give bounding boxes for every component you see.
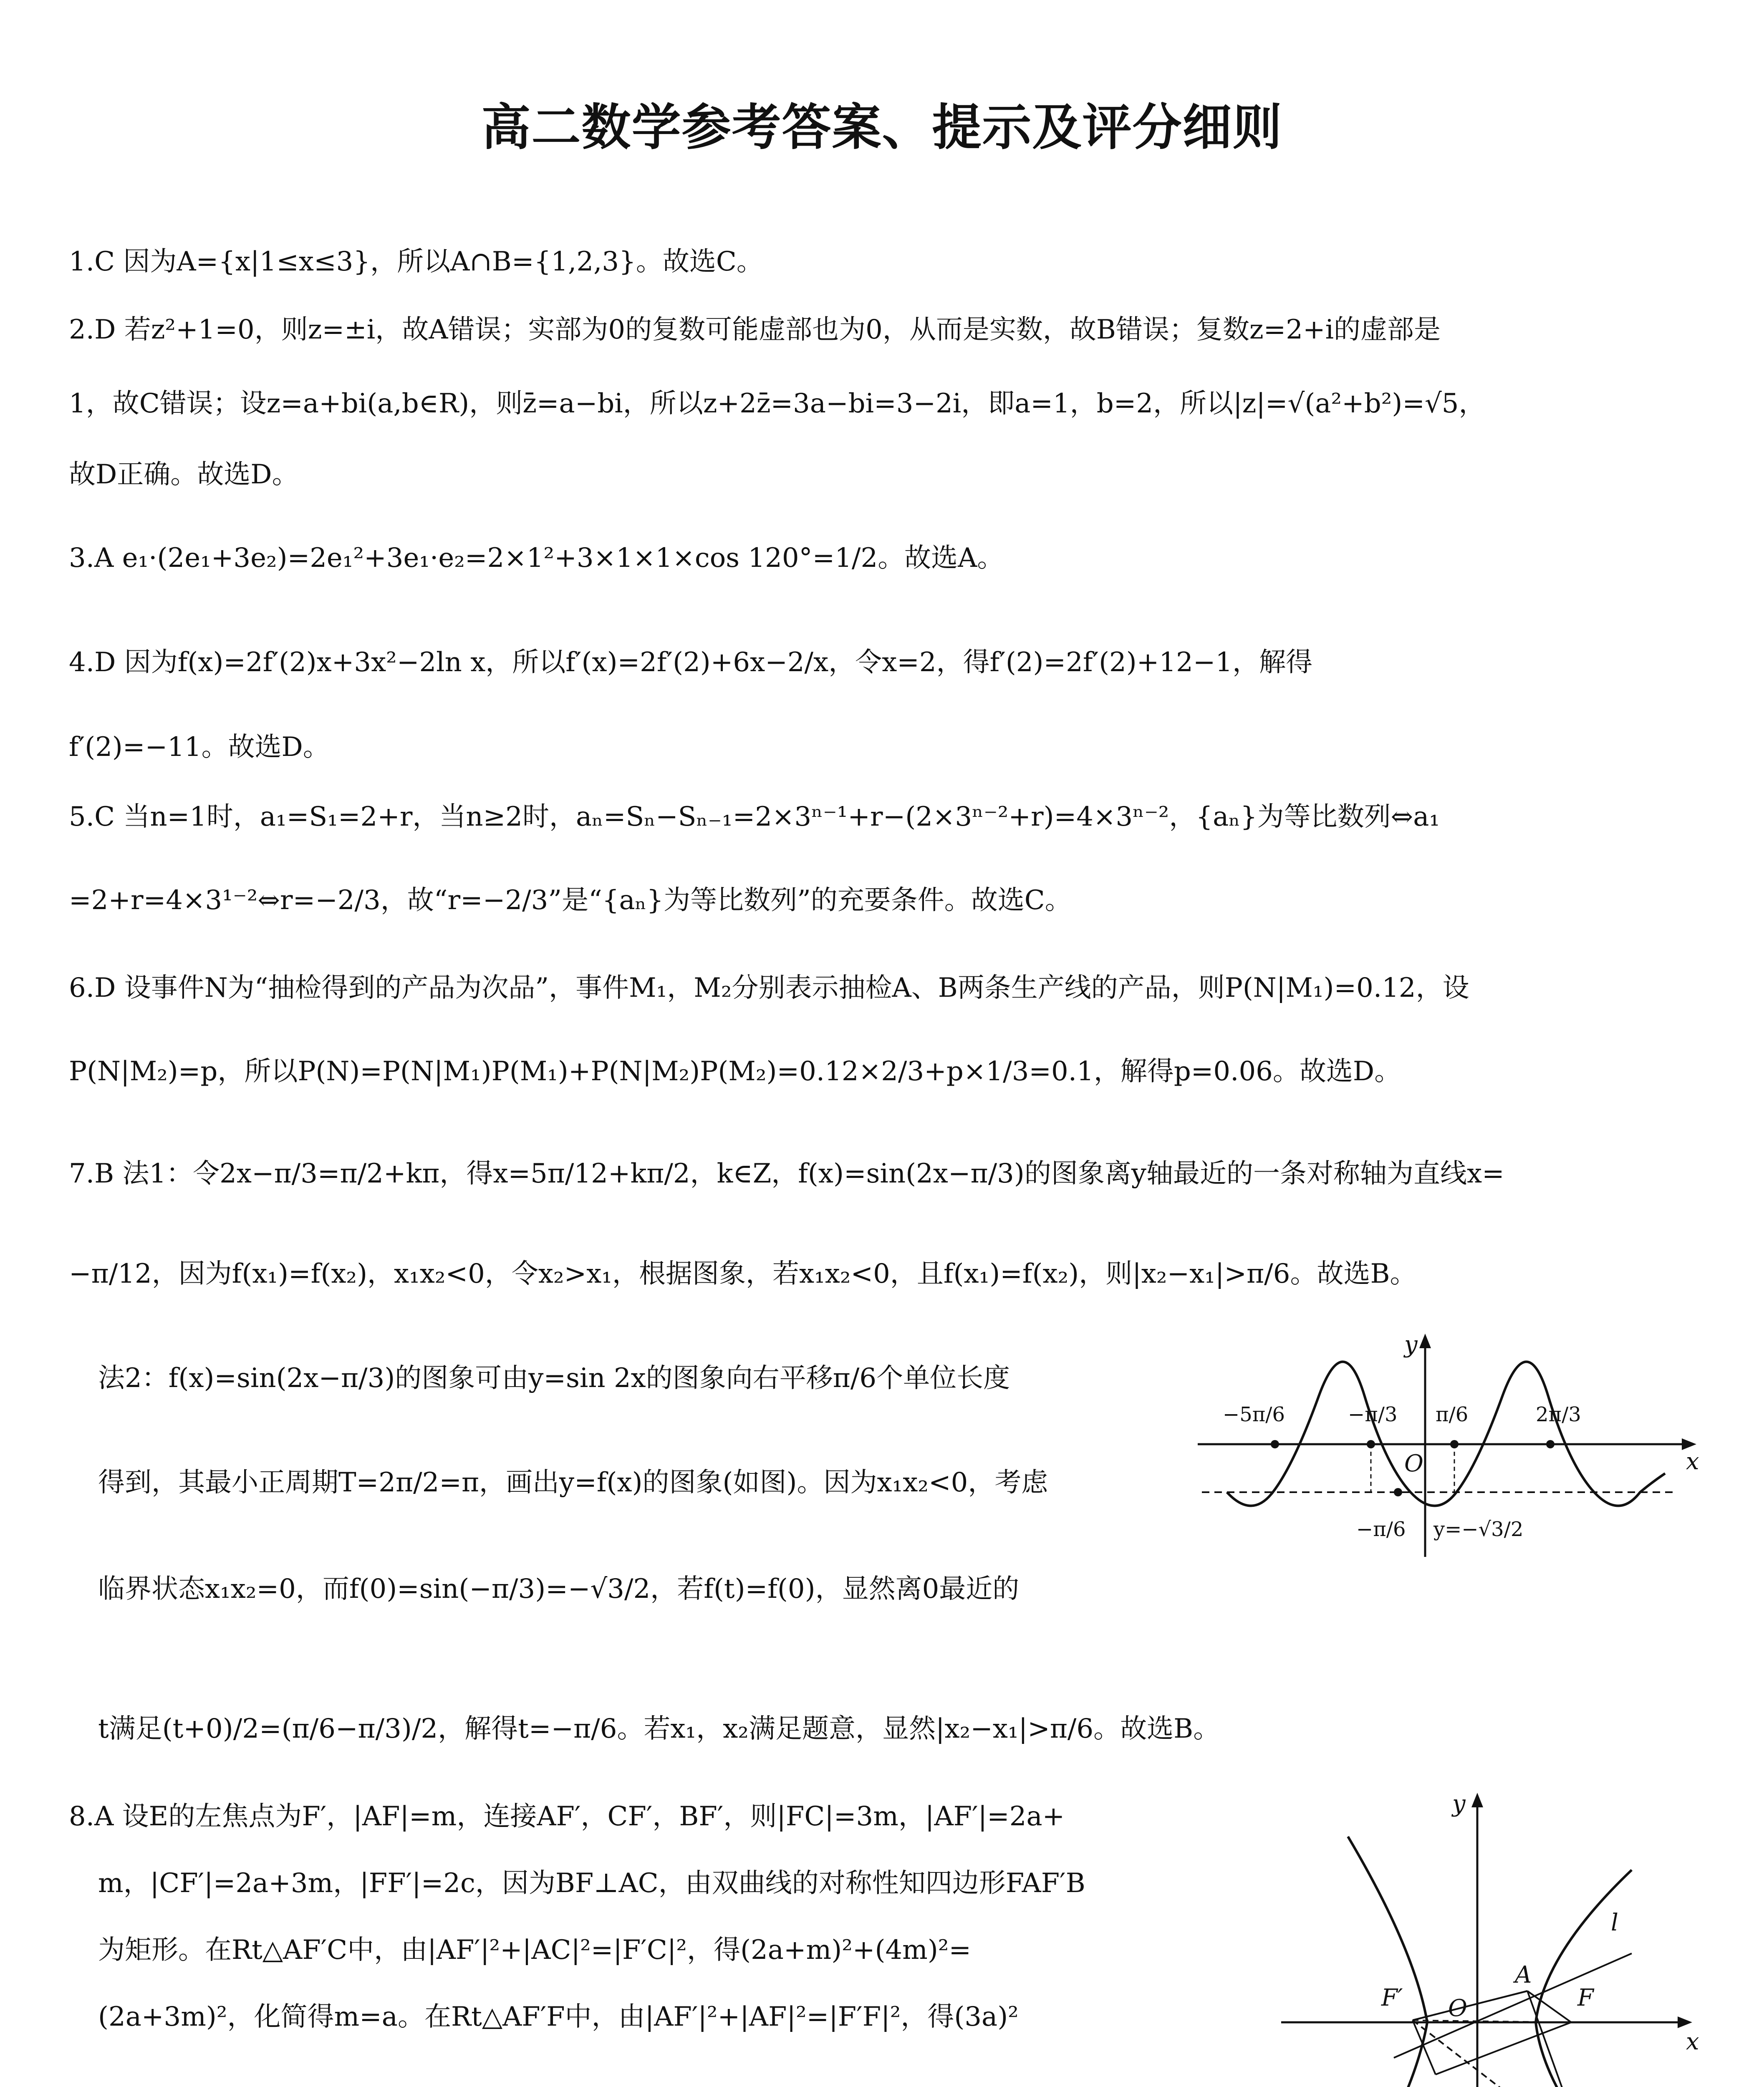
point-label: F [1577,1984,1594,2011]
y-axis-arrow-icon [1419,1334,1431,1348]
point-label: A [1515,1961,1532,1988]
answer-line: 2.D 若z²+1=0，则z=±i，故A错误；实部为0的复数可能虚部也为0，从而是实数，故B错误；复数z=2+i的虚部是 [69,314,1441,345]
intersection-point [1271,1440,1279,1448]
answer-line: m，|CF′|=2a+3m，|FF′|=2c，因为BF⊥AC，由双曲线的对称性知四边形FAF′B [98,1868,1085,1899]
answer-line: 故D正确。故选D。 [69,459,299,490]
answer-line: 3.A e₁·(2e₁+3e₂)=2e₁²+3e₁·e₂=2×1²+3×1×1×cos 120°=1/2。故选A。 [69,543,1004,574]
intersection-point [1546,1440,1555,1448]
answer-line: 临界状态x₁x₂=0，而f(0)=sin(−π/3)=−√3/2，若f(t)=f(0)，显然离0最近的 [98,1574,1020,1604]
answer-line: −π/12，因为f(x₁)=f(x₂)，x₁x₂<0，令x₂>x₁，根据图象，若x₁x₂<0，且f(x₁)=f(x₂)，则|x₂−x₁|>π/6。故选B。 [69,1258,1417,1289]
hyperbola-figure [1277,1786,1711,2087]
y-axis-arrow-icon [1471,1793,1483,1807]
segment-af-prime [1413,1991,1527,2020]
line-label: l [1611,1909,1618,1936]
sine-curve [1227,1362,1665,1506]
x-axis-arrow-icon [1678,2016,1692,2028]
answer-line: t满足(t+0)/2=(π/6−π/3)/2，解得t=−π/6。若x₁，x₂满足题意，显然|x₂−x₁|>π/6。故选B。 [98,1713,1220,1744]
page-title: 高二数学参考答案、提示及评分细则 [481,99,1283,156]
answer-line: 8.A 设E的左焦点为F′，|AF|=m，连接AF′，CF′，BF′，则|FC|=3m，|AF′|=2a+ [69,1801,1065,1832]
y-axis-label: y [1452,1790,1466,1817]
origin-label: O [1404,1450,1423,1477]
answer-line: 为矩形。在Rt△AF′C中，由|AF′|²+|AC|²=|F′C|²，得(2a+m)²+(4m)²= [98,1935,972,1966]
tick-label: −π/6 [1356,1518,1406,1541]
answer-line: P(N|M₂)=p，所以P(N)=P(N|M₁)P(M₁)+P(N|M₂)P(M₂)=0.12×2/3+p×1/3=0.1，解得p=0.06。故选D。 [69,1056,1401,1087]
dashed-line-label: y=−√3/2 [1433,1518,1524,1541]
intersection-point [1367,1440,1375,1448]
answer-line: 法2：f(x)=sin(2x−π/3)的图象可由y=sin 2x的图象向右平移π/6个单位长度 [98,1363,1010,1394]
segment-af [1527,1991,1571,2022]
answer-line: 1.C 因为A={x|1≤x≤3}，所以A∩B={1,2,3}。故选C。 [69,246,763,277]
tick-label: −π/3 [1348,1403,1398,1426]
answer-line: (2a+3m)²，化简得m=a。在Rt△AF′F中，由|AF′|²+|AF|²=|F′F|²，得(3a)² [98,2001,1019,2032]
answer-line: f′(2)=−11。故选D。 [69,732,330,763]
answer-line: 5.C 当n=1时，a₁=S₁=2+r，当n≥2时，aₙ=Sₙ−Sₙ₋₁=2×3ⁿ⁻¹+r−(2×3ⁿ⁻²+r)=4×3ⁿ⁻²，{aₙ}为等比数列⇔a₁ [69,801,1440,832]
answer-line: 4.D 因为f(x)=2f′(2)x+3x²−2ln x，所以f′(x)=2f′(2)+6x−2/x，令x=2，得f′(2)=2f′(2)+12−1，解得 [69,647,1313,678]
answer-line: =2+r=4×3¹⁻²⇔r=−2/3，故“r=−2/3”是“{aₙ}为等比数列”的充要条件。故选C。 [69,885,1072,916]
y-axis-label: y [1404,1331,1418,1358]
origin-label: O [1448,1995,1467,2022]
answer-line: 7.B 法1：令2x−π/3=π/2+kπ，得x=5π/12+kπ/2，k∈Z，f(x)=sin(2x−π/3)的图象离y轴最近的一条对称轴为直线x= [69,1158,1504,1189]
x-axis-label: x [1686,1448,1699,1475]
answer-line: 得到，其最小正周期T=2π/2=π，画出y=f(x)的图象(如图)。因为x₁x₂<0，考虑 [98,1467,1048,1498]
sine-graph-figure [1194,1327,1703,1561]
segment-f-prime-c [1413,2020,1586,2087]
line-l [1394,1953,1632,2058]
segment-ac [1527,1991,1586,2087]
tick-label: 2π/3 [1536,1403,1581,1426]
answer-line: 6.D 设事件N为“抽检得到的产品为次品”，事件M₁，M₂分别表示抽检A、B两条生产线的产品，则P(N|M₁)=0.12，设 [69,973,1469,1003]
tick-label: π/6 [1436,1403,1469,1426]
answer-line: 1，故C错误；设z=a+bi(a,b∈R)，则z̄=a−bi，所以z+2z̄=3a−bi=3−2i，即a=1，b=2，所以|z|=√(a²+b²)=√5， [69,388,1486,419]
hyperbola-left-branch [1348,1837,1427,2087]
x-axis-label: x [1686,2028,1699,2055]
intersection-point [1450,1440,1459,1448]
tick-label: −5π/6 [1223,1403,1285,1426]
point-label: F′ [1381,1984,1403,2011]
minimum-point [1394,1488,1402,1496]
